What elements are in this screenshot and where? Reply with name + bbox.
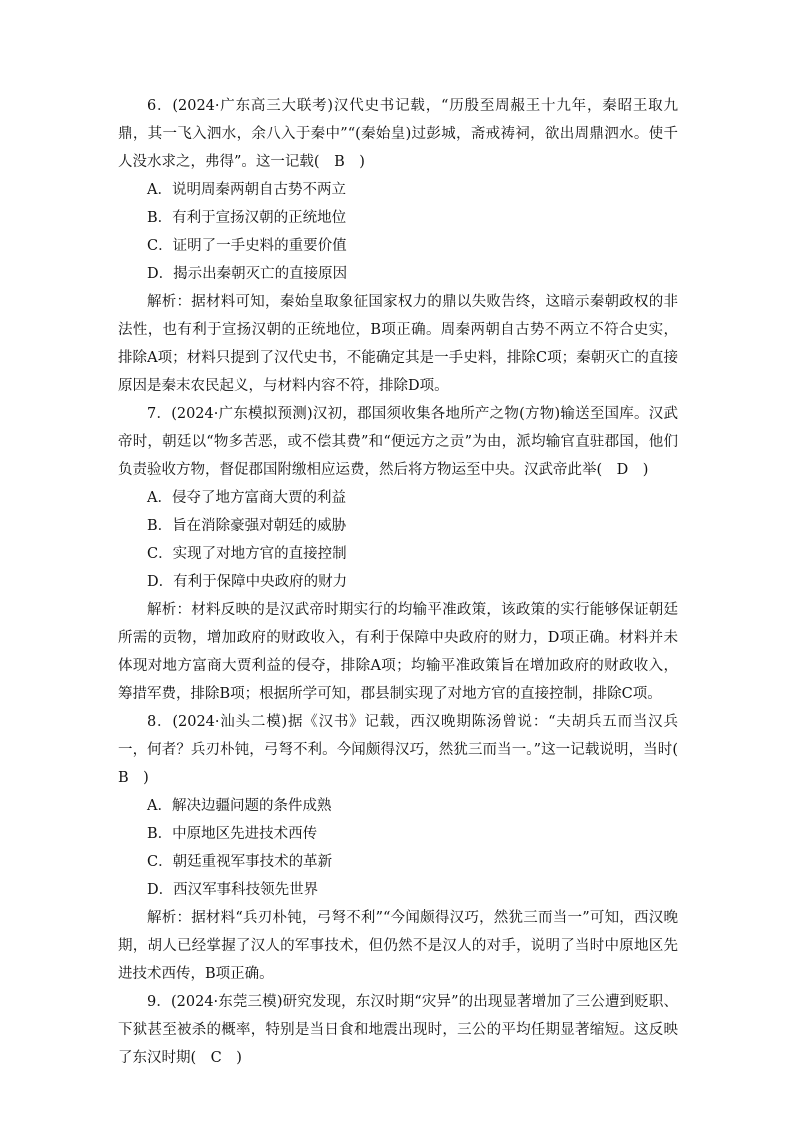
option-b: B．中原地区先进技术西传	[147, 826, 318, 842]
question-8	[118, 708, 693, 988]
question-9	[118, 988, 678, 1072]
option-d: D．西汉军事科技领先世界	[147, 882, 319, 898]
document-page	[118, 92, 693, 1072]
question-stem: 7．(2024·广东模拟预测)汉初，郡国须收集各地所产之物(方物)输送至国库。汉武帝时，朝廷以“物多苦恶，或不偿其费”和“便远方之贡”为由，派均输官直驻郡国，他们负责验收方物，督促郡国附缴相应运费，然后将方物运至中央。汉武帝此举( D )	[118, 406, 678, 478]
question-stem: 8．(2024·汕头二模)据《汉书》记载，西汉晚期陈汤曾说：“夫胡兵五而当汉兵一，何者？兵刃朴钝，弓弩不利。今闻颇得汉巧，然犹三而当一。”这一记载说明，当时( B )	[118, 714, 693, 786]
question-7	[118, 400, 678, 708]
analysis-text: 解析：据材料“兵刃朴钝，弓弩不利”“今闻颇得汉巧，然犹三而当一”可知，西汉晚期，胡人已经掌握了汉人的军事技术，但仍然不是汉人的对手，说明了当时中原地区先进技术西传，B项正确。	[118, 910, 678, 982]
analysis-text: 解析：据材料可知，秦始皇取象征国家权力的鼎以失败告终，这暗示秦朝政权的非法性，也有利于宣扬汉朝的正统地位，B项正确。周秦两朝自古势不两立不符合史实，排除A项；材料只提到了汉代史书，不能确定其是一手史料，排除C项；秦朝灭亡的直接原因是秦末农民起义，与材料内容不符，排除D项。	[118, 294, 679, 394]
option-c: C．实现了对地方官的直接控制	[147, 546, 347, 562]
option-b: B．旨在消除豪强对朝廷的威胁	[147, 518, 347, 534]
question-6	[118, 92, 678, 400]
option-a: A．解决边疆问题的条件成熟	[147, 798, 332, 814]
option-c: C．证明了一手史料的重要价值	[147, 238, 347, 254]
analysis-text: 解析：材料反映的是汉武帝时期实行的均输平准政策，该政策的实行能够保证朝廷所需的贡物，增加政府的财政收入，有利于保障中央政府的财力，D项正确。材料并未体现对地方富商大贾利益的侵夺，排除A项；均输平准政策旨在增加政府的财政收入，筹措军费，排除B项；根据所学可知，郡县制实现了对地方官的直接控制，排除C项。	[118, 602, 678, 702]
question-stem: 6．(2024·广东高三大联考)汉代史书记载，“历殷至周赧王十九年，秦昭王取九鼎，其一飞入泗水，余八入于秦中”“(秦始皇)过彭城，斋戒祷祠，欲出周鼎泗水。使千人没水求之，弗得”。这一记载( B )	[118, 98, 678, 170]
option-a: A．说明周秦两朝自古势不两立	[147, 182, 346, 198]
option-d: D．有利于保障中央政府的财力	[147, 574, 348, 590]
option-d: D．揭示出秦朝灭亡的直接原因	[147, 266, 348, 282]
option-c: C．朝廷重视军事技术的革新	[147, 854, 333, 870]
option-b: B．有利于宣扬汉朝的正统地位	[147, 210, 347, 226]
question-stem: 9．(2024·东莞三模)研究发现，东汉时期“灾异”的出现显著增加了三公遭到贬职、下狱甚至被杀的概率，特别是当日食和地震出现时，三公的平均任期显著缩短。这反映了东汉时期( C )	[118, 994, 678, 1066]
option-a: A．侵夺了地方富商大贾的利益	[147, 490, 346, 506]
